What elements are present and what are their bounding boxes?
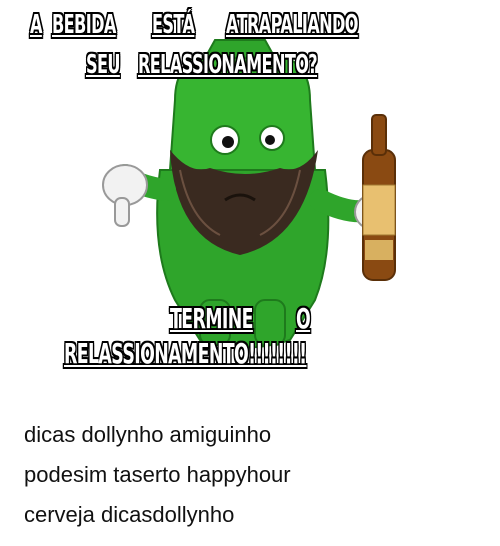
meme-word: RELASSIONAMENTO!!!!!!!! bbox=[64, 337, 307, 370]
meme-word: ESTÁ bbox=[152, 10, 195, 40]
caption-line: dicas dollynho amiguinho bbox=[24, 422, 272, 447]
thumbs-down-arm bbox=[103, 165, 165, 226]
beer-bottle-arm bbox=[320, 115, 395, 280]
meme-word: A bbox=[30, 10, 42, 40]
post-caption bbox=[24, 415, 484, 535]
caption-line: podesim taserto happyhour bbox=[24, 462, 291, 487]
meme-word: O bbox=[296, 302, 311, 335]
meme-word: TERMINE bbox=[170, 302, 253, 335]
meme-word: SEU bbox=[86, 50, 120, 80]
caption-line: cerveja dicasdollynho bbox=[24, 502, 235, 527]
meme-word: BEBIDA bbox=[52, 10, 116, 40]
meme-word: ATRAPALIANDO bbox=[226, 10, 358, 40]
meme-word: RELASSIONAMENTO? bbox=[138, 50, 318, 80]
